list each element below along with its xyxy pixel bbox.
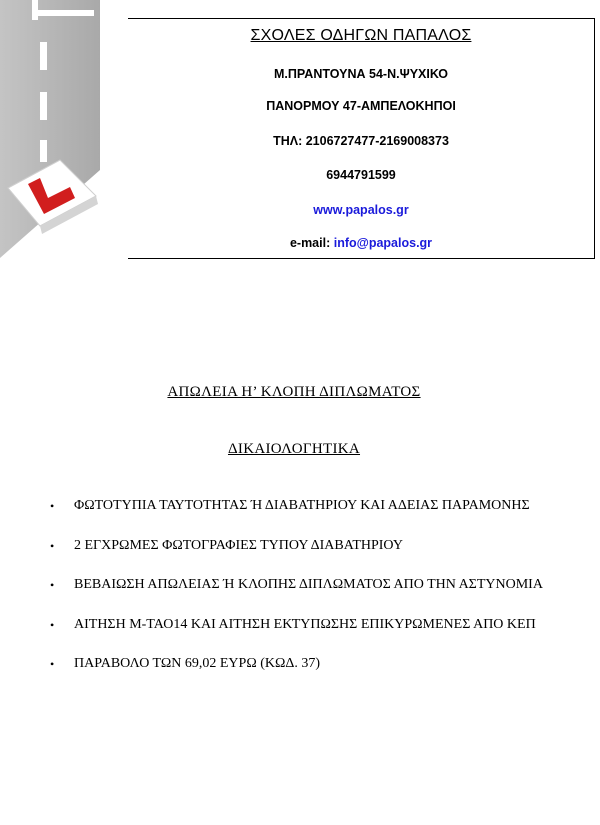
bullet: • [50,657,55,671]
email-link[interactable]: info@papalos.gr [333,236,433,250]
document-subtitle: ΔΙΚΑΙΟΛΟΓΗΤΙΚΑ [227,441,361,457]
list-item-text: ΦΩΤΟΤΥΠΙΑ ΤΑΥΤΟΤΗΤΑΣ Ή ΔΙΑΒΑΤΗΡΙΟΥ ΚΑΙ ΑΔΕΙΑΣ ΠΑΡΑΜΟΝΗΣ [74,498,530,513]
email-label: e-mail: [289,236,331,250]
address-line-1: Μ.ΠΡΑΝΤΟΥΝΑ 54-Ν.ΨΥΧΙΚΟ [273,67,449,81]
requirements-list [50,497,586,673]
school-header [128,18,595,259]
list-item [50,616,586,634]
email-line [128,236,594,250]
list-item [50,497,586,515]
bullet: • [50,539,55,553]
school-name: ΣΧΟΛΕΣ ΟΔΗΓΩΝ ΠΑΠΑΛΟΣ [250,27,472,44]
list-item [50,655,586,673]
document-title: ΑΠΩΛΕΙΑ Η’ ΚΛΟΠΗ ΔΙΠΛΩΜΑΤΟΣ [167,384,421,400]
bullet: • [50,499,55,513]
mobile-number: 6944791599 [326,168,396,182]
list-item-text: ΑΙΤΗΣΗ Μ-ΤΑΟ14 ΚΑΙ ΑΙΤΗΣΗ ΕΚΤΥΠΩΣΗΣ ΕΠΙΚΥΡΩΜΕΝΕΣ ΑΠΟ ΚΕΠ [74,617,536,632]
list-item [50,576,586,594]
bullet: • [50,578,55,592]
list-item [50,537,586,555]
bullet: • [50,618,55,632]
website-link[interactable]: www.papalos.gr [313,203,409,217]
learner-plate-road-icon [0,0,128,258]
address-line-2: ΠΑΝΟΡΜΟΥ 47-ΑΜΠΕΛΟΚΗΠΟΙ [266,99,456,113]
phone-numbers: ΤΗΛ: 2106727477-2169008373 [273,134,449,148]
list-item-text: ΒΕΒΑΙΩΣΗ ΑΠΩΛΕΙΑΣ Ή ΚΛΟΠΗΣ ΔΙΠΛΩΜΑΤΟΣ ΑΠΟ ΤΗΝ ΑΣΤΥΝΟΜΙΑ [74,577,543,592]
list-item-text: 2 ΕΓΧΡΩΜΕΣ ΦΩΤΟΓΡΑΦΙΕΣ ΤΥΠΟΥ ΔΙΑΒΑΤΗΡΙΟΥ [74,538,403,553]
list-item-text: ΠΑΡΑΒΟΛΟ ΤΩΝ 69,02 ΕΥΡΩ (ΚΩΔ. 37) [74,656,321,671]
